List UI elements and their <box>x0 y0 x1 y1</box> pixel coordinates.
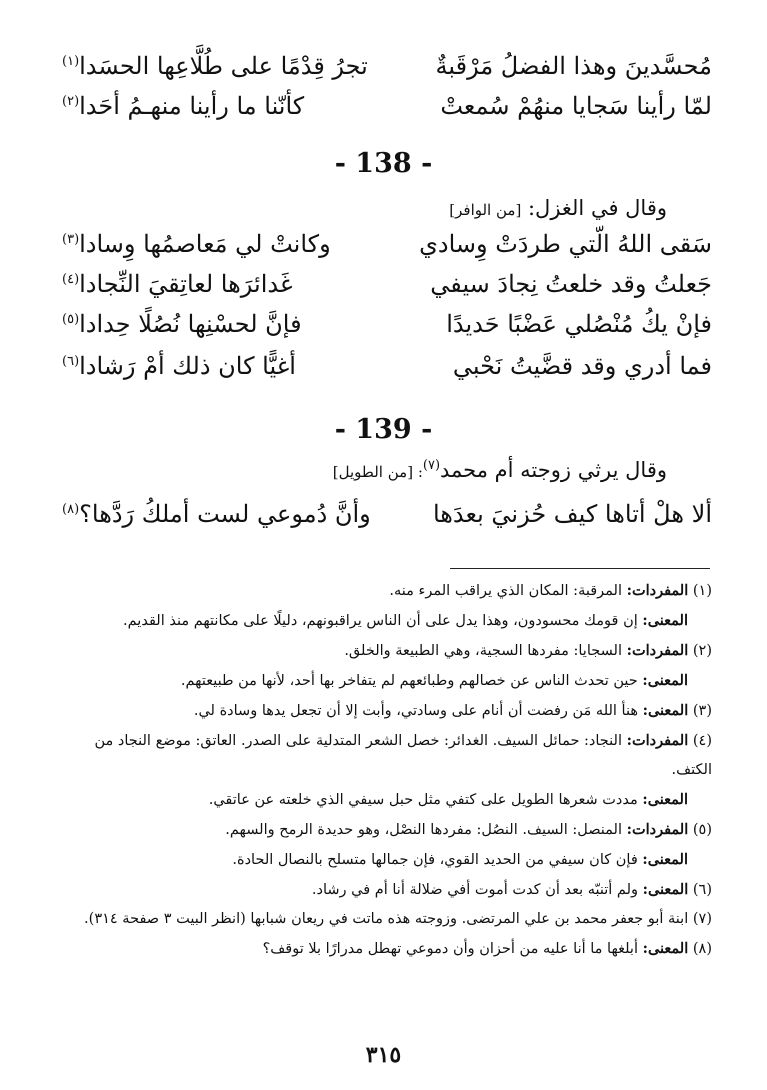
footnotes <box>62 576 712 964</box>
footnote-mark: (٤) <box>62 272 80 287</box>
footnote-6: (٦) المعنى: ولم أتنبّه بعد أن كدت أموت أفي ضلالة أنا أم في رشاد. <box>311 881 712 898</box>
footnote-7: (٧) ابنة أبو جعفر محمد بن علي المرتضى. وزوجته هذه ماتت في ريعان شبابها (انظر البيت ٣ صفحة ٣١٤). <box>84 911 712 927</box>
footnote-mark: (٣) <box>62 232 80 247</box>
footnote-2-meaning: المعنى: حين تحدث الناس عن خصالهم وطبائعهم لم يتفاخر بها أحد، لأنها من طبيعتهم. <box>180 672 688 689</box>
footnote-1: (١) المفردات: المرقبة: المكان الذي يراقب المرء منه. <box>389 582 712 599</box>
hemistich-right: جَعلتُ وقد خلعتُ نِجادَ سيفي <box>430 270 712 298</box>
hemistich-right: مُحسَّدينَ وهذا الفضلُ مَرْقَبةٌ <box>435 52 712 80</box>
footnote-mark: (٧) <box>422 458 441 473</box>
verse-top-1 <box>62 46 712 86</box>
footnote-5: (٥) المفردات: المنصل: السيف. النصُل: مفردها النصْل، وهو حديدة الرمح والسهم. <box>225 821 712 838</box>
hemistich-left: وأنَّ دُموعي لست أملكُ رَدَّها؟$^{(٨)}$ <box>62 500 371 528</box>
footnote-4: (٤) المفردات: النجاد: حمائل السيف. الغدائر: خصل الشعر المتدلية على الصدر. العاتق: موضع النجاد من الكتف. <box>94 732 712 778</box>
hemistich-left: كأنّنا ما رأينا منهـمُ أحَدا$^{(٢)}$ <box>62 92 305 120</box>
footnote-2: (٢) المفردات: السجايا: مفردها السجية، وهي الطبيعة والخلق. <box>344 642 712 659</box>
footnote-4-meaning: المعنى: مددت شعرها الطويل على كتفي مثل حبل سيفي الذي خلعته عن عاتقي. <box>208 791 688 808</box>
footnote-divider <box>450 568 710 569</box>
poem-intro-138: وقال في الغزل: [من الوافر] <box>449 196 667 220</box>
hemistich-right: سَقى اللهُ الّتي طردَتْ وِسادي <box>419 230 712 258</box>
footnote-8: (٨) المعنى: أبلغها ما أنا عليه من أحزان وأن دموعي تهطل مدرارًا بلا توقف؟ <box>262 940 712 957</box>
footnote-3: (٣) المعنى: هنأ الله مَن رفضت أن أنام على وسادتي، وأبت إلا أن تجعل يدها وسادة لي. <box>193 702 712 719</box>
verse-138-1 <box>62 224 712 264</box>
footnote-mark: (٨) <box>62 502 80 517</box>
verse-139-1 <box>62 494 712 534</box>
footnote-mark: (٥) <box>62 312 80 327</box>
hemistich-left: غَدائرَها لعاتِقيَ النِّجادا$^{(٤)}$ <box>62 270 293 298</box>
verse-138-2 <box>62 264 712 304</box>
footnote-mark: (٦) <box>62 354 80 369</box>
hemistich-left: أغيًّا كان ذلك أمْ رَشادا$^{(٦)}$ <box>62 352 296 380</box>
hemistich-right: ألا هلْ أتاها كيف حُزنيَ بعدَها <box>432 500 712 528</box>
hemistich-right: فما أدري وقد قضَّيتُ نَحْبي <box>452 352 712 380</box>
footnote-mark: (١) <box>62 54 80 69</box>
footnote-5-meaning: المعنى: فإن كان سيفي من الحديد القوي، فإن جمالها متسلح بالنصال الحادة. <box>232 851 688 868</box>
hemistich-right: فإنْ يكُ مُنْصُلي عَضْبًا حَديدًا <box>446 310 712 338</box>
footnote-mark: (٢) <box>62 94 80 109</box>
page-number: ٣١٥ <box>365 1042 402 1068</box>
footnote-1-meaning: المعنى: إن قومك محسودون، وهذا يدل على أن الناس يراقبونهم، دليلًا على مكانتهم منذ القديم. <box>123 612 688 629</box>
hemistich-right: لمّا رأينا سَجايا منهُمْ سُمعتْ <box>440 92 712 120</box>
hemistich-left: وكانتْ لي مَعاصمُها وِسادا$^{(٣)}$ <box>62 230 331 258</box>
poem-intro-139: وقال يرثي زوجته أم محمد$^{(٧)}$: [من الطويل] <box>332 458 667 482</box>
verse-138-3 <box>62 304 712 344</box>
hemistich-left: فإنَّ لحسْنِها نُصُلًا حِدادا$^{(٥)}$ <box>62 310 302 338</box>
hemistich-left: تجرُ قِدْمًا على طُلَّاعِها الحسَدا$^{(١)}$ <box>62 52 368 80</box>
verse-top-2 <box>62 86 712 126</box>
poem-number-138: - 138 - <box>334 148 433 179</box>
poem-number-139: - 139 - <box>334 414 433 445</box>
verse-138-4 <box>62 346 712 386</box>
